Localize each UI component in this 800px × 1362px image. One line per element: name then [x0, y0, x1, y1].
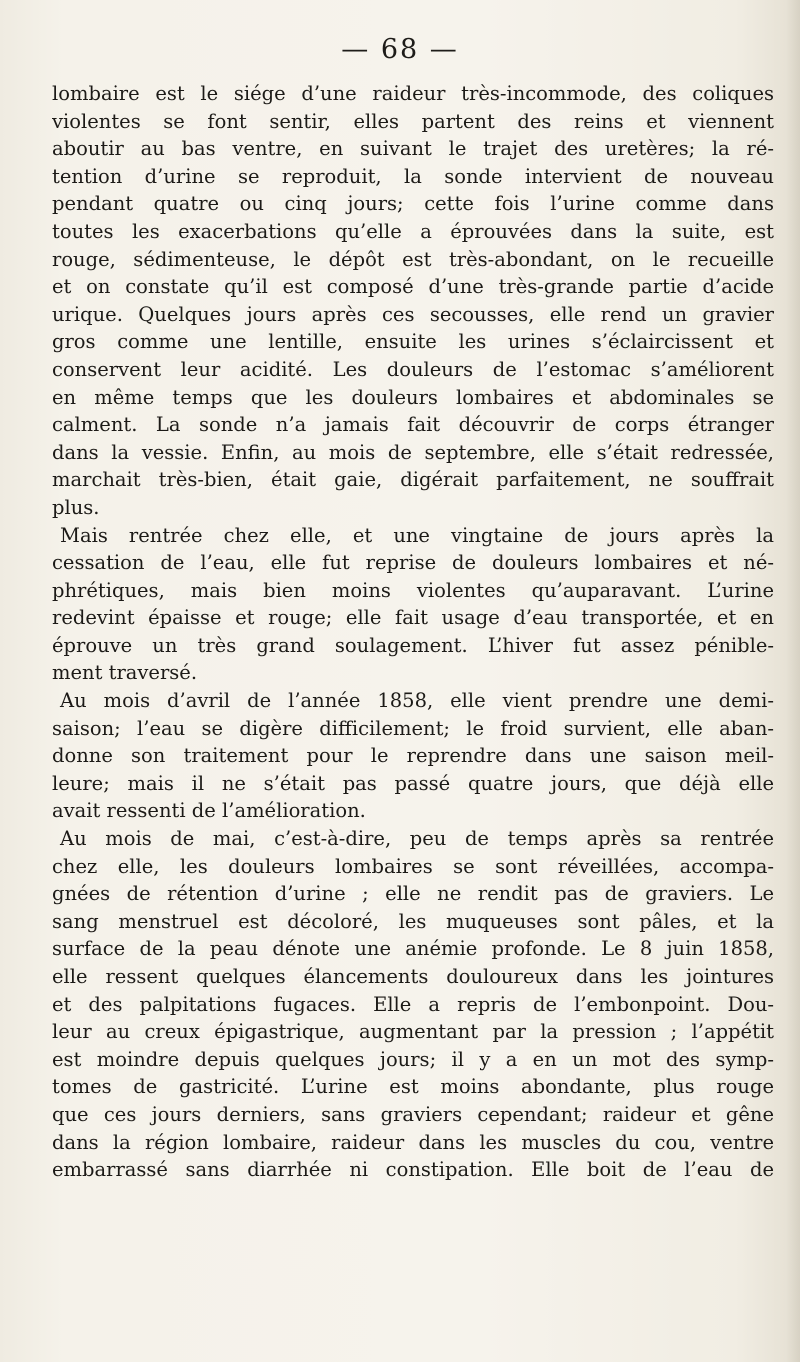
text-line: gnées de rétention d’urine ; elle ne rendit pas de graviers. Le [52, 882, 774, 906]
text-line: tention d’urine se reproduit, la sonde intervient de nouveau [52, 164, 774, 188]
text-line: violentes se font sentir, elles partent des reins et viennent [52, 109, 774, 133]
text-line: pendant quatre ou cinq jours; cette fois l’urine comme dans [52, 192, 774, 216]
text-line: rouge, sédimenteuse, le dépôt est très-abondant, on le recueille [52, 247, 774, 271]
text-line: et des palpitations fugaces. Elle a repris de l’embonpoint. Dou- [52, 992, 774, 1016]
text-line: leure; mais il ne s’était pas passé quatre jours, que déjà elle [52, 771, 774, 795]
text-line: surface de la peau dénote une anémie profonde. Le 8 juin 1858, [52, 937, 774, 961]
body-text [52, 80, 774, 1184]
text-line: elle ressent quelques élancements douloureux dans les jointures [52, 965, 774, 988]
text-line: embarrassé sans diarrhée ni constipation. Elle boit de l’eau de [52, 1158, 774, 1182]
text-line: dans la vessie. Enfin, au mois de septembre, elle s’était redressée, [52, 440, 774, 464]
text-line: est moindre depuis quelques jours; il y a en un mot des symp- [52, 1047, 774, 1071]
text-line: phrétiques, mais bien moins violentes qu’auparavant. L’urine [52, 578, 774, 602]
text-line: éprouve un très grand soulagement. L’hiver fut assez pénible- [52, 633, 774, 657]
page-edge-shadow [786, 0, 800, 1362]
text-line: saison; l’eau se digère difficilement; le froid survient, elle aban- [52, 716, 774, 740]
text-line: aboutir au bas ventre, en suivant le trajet des uretères; la ré- [52, 137, 774, 161]
text-line: redevint épaisse et rouge; elle fait usage d’eau transportée, et en [52, 606, 774, 630]
text-line: avait ressenti de l’amélioration. [52, 799, 366, 823]
text-line: conservent leur acidité. Les douleurs de l’estomac s’améliorent [52, 357, 774, 381]
text-line: plus. [52, 495, 100, 519]
text-line: Au mois de mai, c’est-à-dire, peu de temps après sa rentrée [60, 827, 774, 851]
text-line: gros comme une lentille, ensuite les urines s’éclaircissent et [52, 330, 774, 354]
text-line: Mais rentrée chez elle, et une vingtaine de jours après la [60, 523, 774, 547]
text-line: toutes les exacerbations qu’elle a éprouvées dans la suite, est [52, 219, 774, 243]
page-number: — 68 — [341, 34, 459, 65]
text-line: dans la région lombaire, raideur dans les muscles du cou, ventre [52, 1130, 774, 1154]
text-line: et on constate qu’il est composé d’une très-grande partie d’acide [52, 275, 774, 299]
text-line: ment traversé. [52, 661, 198, 685]
text-line: Au mois d’avril de l’année 1858, elle vient prendre une demi- [60, 689, 774, 713]
text-line: lombaire est le siége d’une raideur très-incommode, des coliques [52, 82, 774, 105]
text-line: tomes de gastricité. L’urine est moins abondante, plus rouge [52, 1075, 774, 1099]
text-line: leur au creux épigastrique, augmentant par la pression ; l’appétit [52, 1020, 774, 1044]
text-line: marchait très-bien, était gaie, digérait parfaitement, ne souffrait [52, 468, 774, 492]
text-line: en même temps que les douleurs lombaires et abdominales se [52, 385, 774, 409]
text-line: sang menstruel est décoloré, les muqueuses sont pâles, et la [52, 909, 774, 933]
text-line: cessation de l’eau, elle fut reprise de douleurs lombaires et né- [52, 551, 774, 575]
text-line: donne son traitement pour le reprendre dans une saison meil- [52, 744, 774, 768]
text-line: urique. Quelques jours après ces secousses, elle rend un gravier [52, 302, 774, 326]
text-line: chez elle, les douleurs lombaires se sont réveillées, accompa- [52, 854, 774, 878]
text-line: que ces jours derniers, sans graviers cependant; raideur et gêne [52, 1102, 774, 1126]
text-line: calment. La sonde n’a jamais fait découvrir de corps étranger [52, 413, 774, 437]
